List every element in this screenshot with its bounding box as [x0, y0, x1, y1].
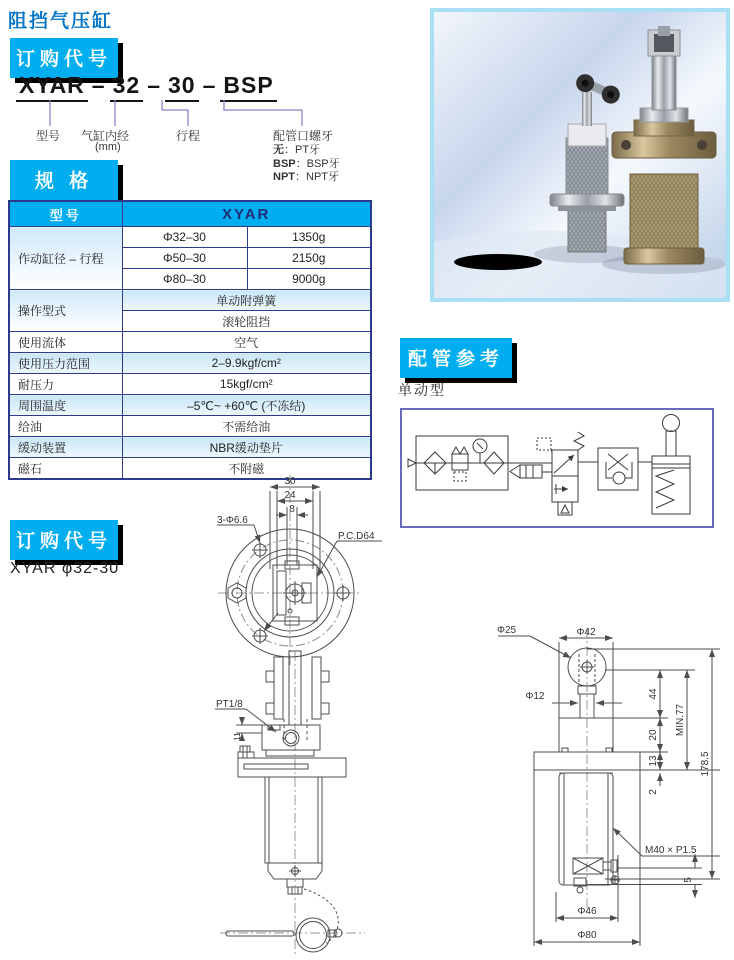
dim-20-label: 20	[648, 729, 659, 741]
body-dia-label: Φ46	[577, 906, 597, 917]
order-code-badge-2: 订购代号	[10, 520, 118, 560]
field-label-thread: 配管口螺牙	[273, 129, 334, 143]
thread-option: 无：PT牙	[273, 144, 321, 156]
speed-controller-icon	[598, 448, 638, 490]
thread-option: BSP：BSP牙	[273, 157, 340, 170]
regulator-icon	[452, 447, 468, 481]
bore-stroke-label: 作动缸径 – 行程	[9, 227, 122, 290]
table-row	[9, 227, 371, 248]
row-value: NBR缓动垫片	[122, 437, 371, 458]
dim-24: 24	[284, 490, 296, 501]
order-code-separator: –	[91, 72, 106, 98]
field-label-model: 型号	[36, 129, 61, 143]
table-row	[9, 437, 371, 458]
row-label: 缓动装置	[9, 437, 122, 458]
piping-badge: 配管参考	[400, 338, 512, 378]
row-value: 不需给油	[122, 416, 371, 437]
field-label-bore: 气缸内经	[81, 129, 130, 143]
flange-dia-label: Φ80	[577, 930, 597, 941]
row-label: 磁石	[9, 458, 122, 480]
dim-44-label: 44	[648, 688, 659, 700]
pressure-gauge-icon	[473, 439, 487, 463]
operation-label: 操作型式	[9, 290, 122, 332]
pcd-label: P.C.D64	[338, 531, 375, 542]
table-row	[9, 290, 371, 311]
table-row	[9, 374, 371, 395]
drawing-model-label: XYAR φ32-30	[10, 560, 120, 577]
row-label: 周围温度	[9, 395, 122, 416]
field-label-bore-unit: (mm)	[95, 141, 121, 153]
port-label: PT1/8	[216, 699, 243, 710]
pneumatic-circuit-diagram	[400, 408, 714, 528]
side-view	[226, 651, 346, 952]
header-model: 型号	[9, 201, 122, 227]
table-header-row	[9, 201, 371, 227]
dim-13-label: 13	[648, 755, 659, 767]
rod-dia-label: Φ12	[525, 691, 545, 702]
muffler-icon	[510, 465, 552, 478]
air-inlet-icon	[408, 459, 416, 467]
weight: 2150g	[247, 248, 371, 269]
order-code-model: XYAR	[16, 72, 88, 102]
order-code-badge: 订购代号	[10, 38, 118, 78]
row-value: 15kgf/cm²	[122, 374, 371, 395]
row-value: 不附磁	[122, 458, 371, 480]
head-dia-label: Φ42	[576, 627, 596, 638]
valve-3-2-icon	[537, 432, 584, 515]
dim-11: 11	[232, 732, 242, 741]
bore-size: Φ32–30	[122, 227, 247, 248]
row-label: 使用流体	[9, 332, 122, 353]
product-photo-illustration	[434, 12, 726, 298]
row-value: 2–9.9kgf/cm²	[122, 353, 371, 374]
spec-table	[8, 200, 372, 480]
dim-8: 8	[289, 504, 295, 515]
thread-option: NPT：NPT牙	[273, 171, 339, 183]
page-title: 阻挡气压缸	[8, 11, 114, 32]
order-code-bore: 32	[110, 72, 144, 102]
piping-type-label: 单动型	[398, 382, 446, 398]
dim-min77-label: MIN.77	[675, 703, 686, 737]
table-row	[9, 332, 371, 353]
thread-options	[273, 144, 340, 185]
order-code-separator: –	[202, 72, 217, 98]
dim-total-label: 178.5	[700, 751, 711, 777]
order-code-separator: –	[147, 72, 161, 98]
order-code-stroke: 30	[165, 72, 199, 102]
roller-dia-label: Φ25	[497, 625, 517, 636]
order-code-thread: BSP	[220, 72, 276, 102]
dim-30: 30	[284, 476, 296, 487]
field-label-stroke: 行程	[176, 129, 201, 143]
operation-value: 单动附弹簧	[122, 290, 371, 311]
cylinder-small	[454, 254, 542, 270]
row-label: 使用压力范围	[9, 353, 122, 374]
table-row	[9, 395, 371, 416]
bore-size: Φ80–30	[122, 269, 247, 290]
table-row	[9, 353, 371, 374]
row-label: 耐压力	[9, 374, 122, 395]
header-series: XYAR	[122, 201, 371, 227]
technical-drawing-right	[490, 600, 734, 960]
cylinder-symbol-icon	[652, 415, 690, 515]
order-code-leader-lines	[0, 100, 380, 128]
dim-2-label: 2	[648, 789, 659, 795]
row-label: 给油	[9, 416, 122, 437]
technical-drawing-left	[180, 475, 400, 960]
spec-badge: 规 格	[10, 160, 118, 200]
thread-label: M40 × P1.5	[645, 845, 697, 856]
operation-value: 滚轮阻挡	[122, 311, 371, 332]
weight: 1350g	[247, 227, 371, 248]
table-row	[9, 416, 371, 437]
holes-dim-label: 3-Φ6.6	[217, 515, 248, 526]
row-value: –5℃~ +60℃ (不冻结)	[122, 395, 371, 416]
row-value: 空气	[122, 332, 371, 353]
weight: 9000g	[247, 269, 371, 290]
product-photo	[430, 8, 730, 302]
dim-5-label: 5	[683, 877, 694, 883]
bore-size: Φ50–30	[122, 248, 247, 269]
order-code	[16, 72, 277, 102]
circuit-drawing	[402, 410, 712, 526]
